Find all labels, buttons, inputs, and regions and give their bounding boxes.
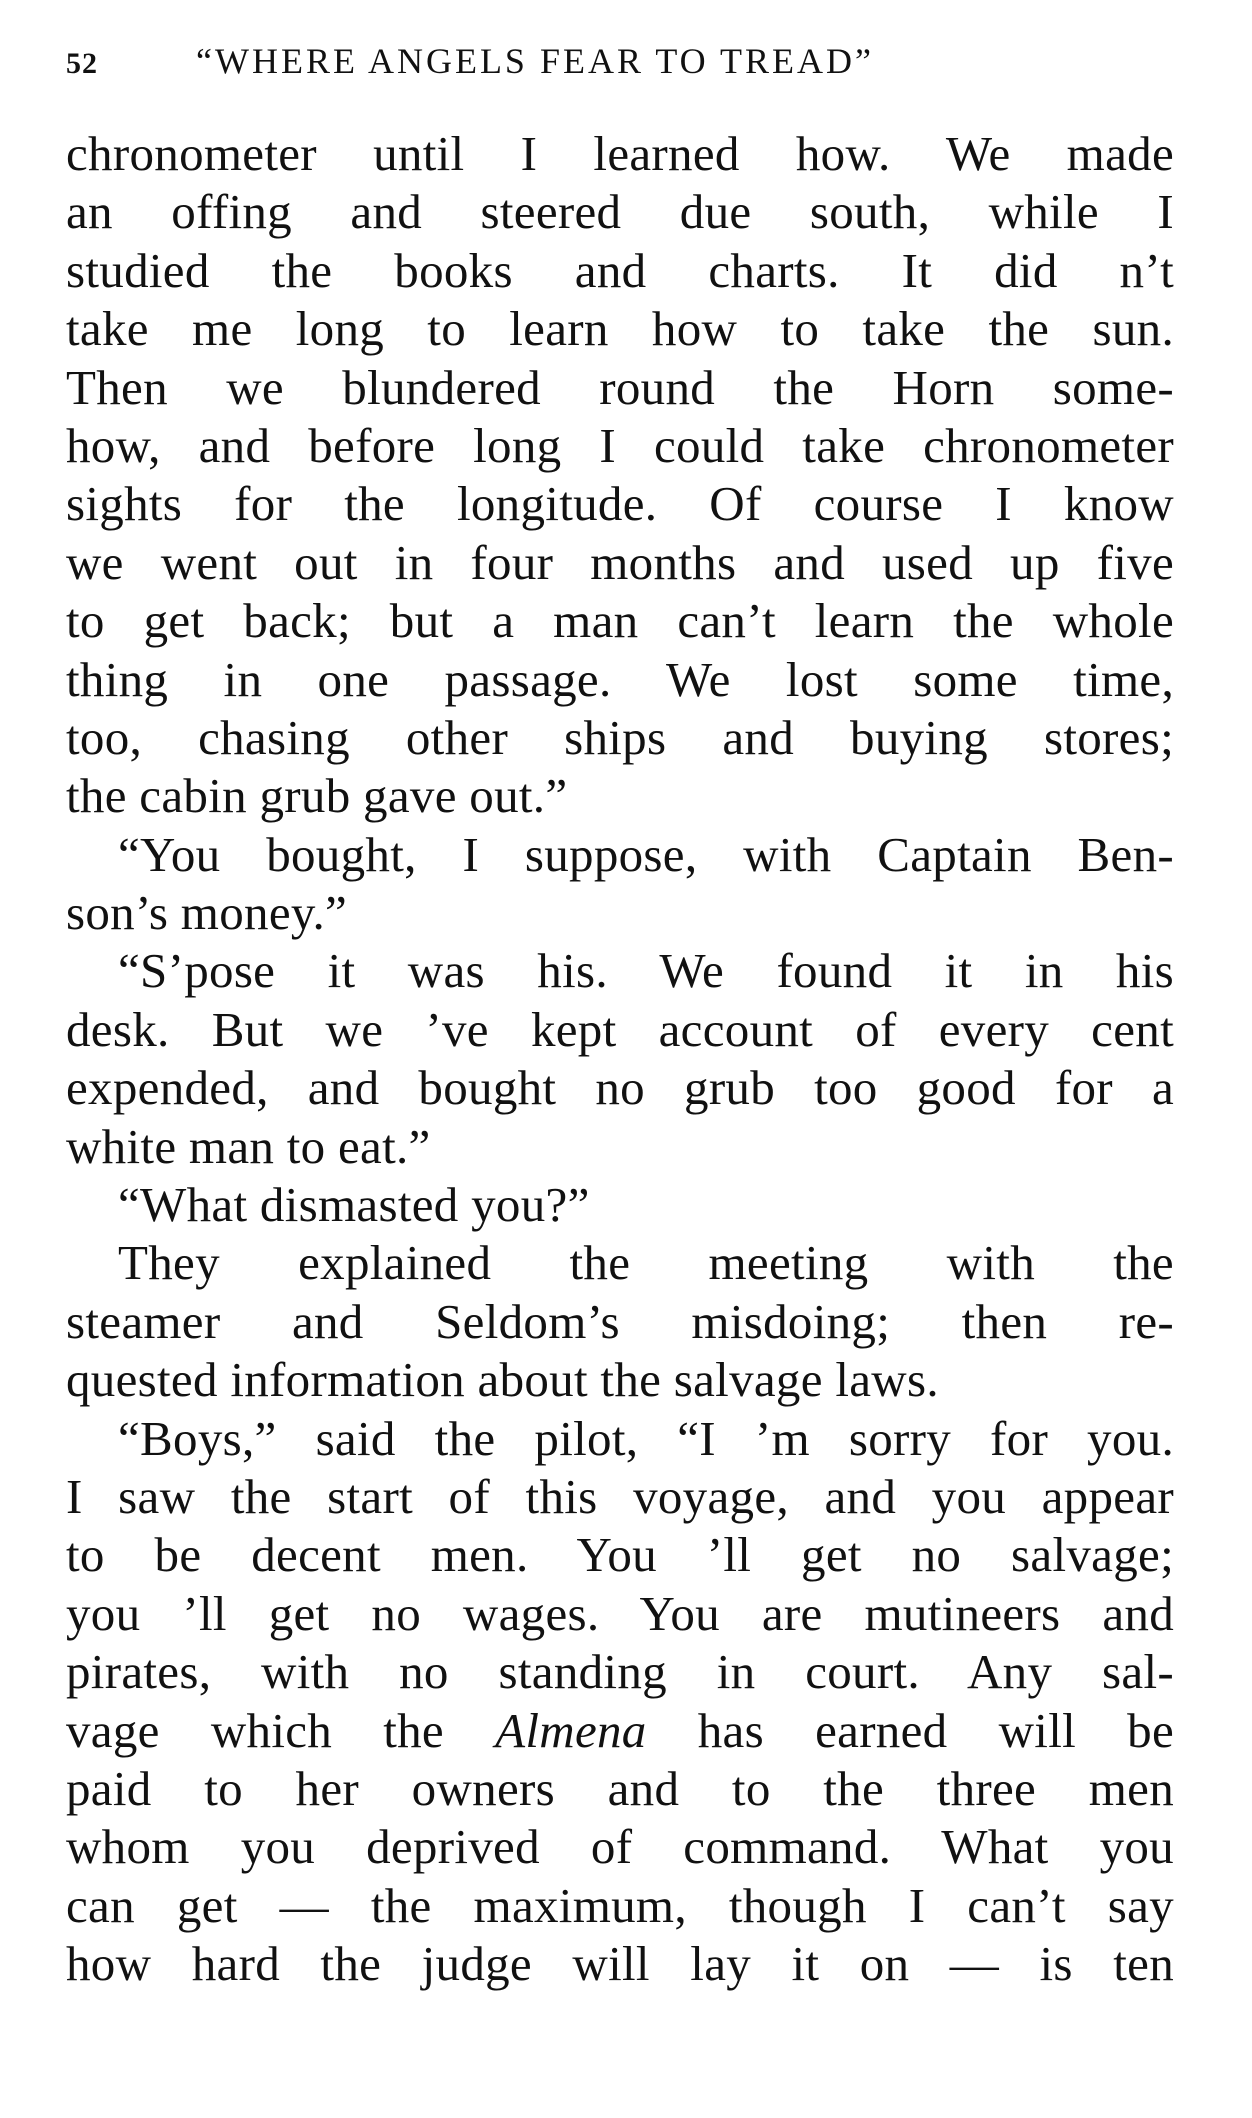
text-line: too, chasing other ships and buying stores; (66, 709, 1174, 765)
text-line: “What dismasted you?” (118, 1177, 590, 1233)
text-line: Then we blundered round the Horn some- (66, 359, 1174, 415)
text-line (66, 1702, 1174, 1760)
text-line: chronometer until I learned how. We made (66, 126, 1174, 181)
text-line: take me long to learn how to take the sun. (66, 301, 1174, 357)
text-line: you ’ll get no wages. You are mutineers and (66, 1585, 1174, 1641)
text-line: how hard the judge will lay it on — is ten (66, 1936, 1174, 1992)
text-line: can get — the maximum, though I can’t say (66, 1877, 1174, 1933)
text-line-segment: has earned will be (646, 1702, 1175, 1758)
page-number: 52 (66, 47, 98, 80)
running-head: “WHERE ANGELS FEAR TO TREAD” (196, 41, 874, 81)
text-line: quested information about the salvage laws. (66, 1352, 939, 1408)
text-line: paid to her owners and to the three men (66, 1760, 1174, 1816)
text-line: pirates, with no standing in court. Any sal- (66, 1644, 1174, 1700)
text-line: white man to eat.” (66, 1118, 431, 1174)
text-line: “You bought, I suppose, with Captain Ben- (118, 826, 1174, 882)
page-header (66, 40, 1186, 100)
body-text (66, 125, 1174, 1994)
text-line: how, and before long I could take chronometer (66, 417, 1174, 473)
text-line: “Boys,” said the pilot, “I ’m sorry for you. (118, 1410, 1174, 1466)
text-line: to be decent men. You ’ll get no salvage; (66, 1527, 1174, 1583)
text-line: whom you deprived of command. What you (66, 1819, 1174, 1875)
text-line: thing in one passage. We lost some time, (66, 651, 1174, 707)
text-line: They explained the meeting with the (118, 1235, 1174, 1291)
text-line: desk. But we ’ve kept account of every cent (66, 1001, 1174, 1057)
text-line: we went out in four months and used up five (66, 534, 1174, 590)
text-line-segment: vage which the (66, 1702, 496, 1758)
text-line: studied the books and charts. It did n’t (66, 242, 1174, 298)
text-line: the cabin grub gave out.” (66, 768, 568, 824)
text-line: steamer and Seldom’s misdoing; then re- (66, 1293, 1174, 1349)
text-line: an offing and steered due south, while I (66, 184, 1174, 240)
text-line: I saw the start of this voyage, and you appear (66, 1468, 1174, 1524)
text-line: to get back; but a man can’t learn the whole (66, 593, 1174, 649)
text-line: son’s money.” (66, 885, 348, 941)
text-line: sights for the longitude. Of course I know (66, 476, 1174, 532)
text-line: “S’pose it was his. We found it in his (118, 943, 1174, 999)
text-line: expended, and bought no grub too good for a (66, 1060, 1174, 1116)
ship-name: Almena (495, 1702, 647, 1758)
